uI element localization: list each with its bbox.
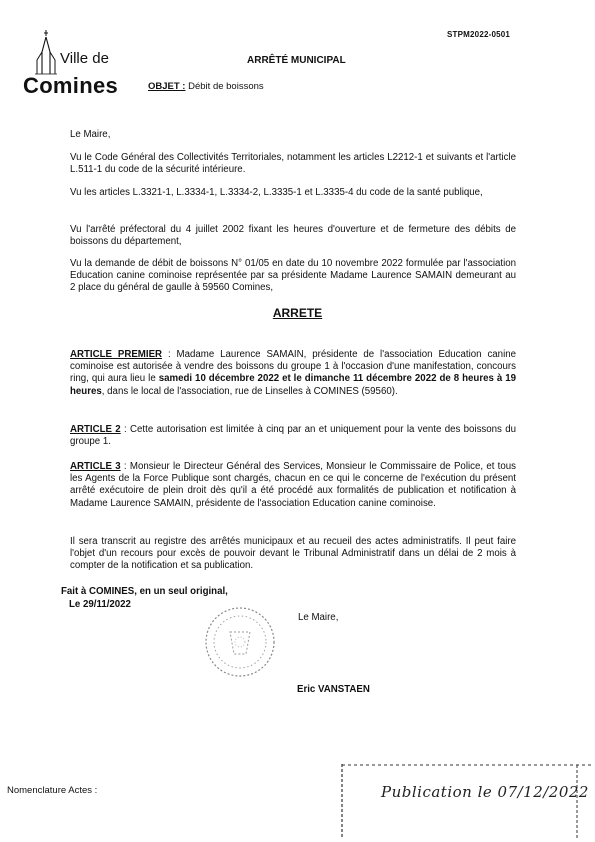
article-1-dates: samedi 10 décembre 2022 et le dimanche 11 décembre 2022 de 8 heures à 19 heures	[70, 373, 516, 397]
article-1-text-a: : Madame Laurence SAMAIN, présidente de l'association Education canine cominoise est autorisée à vendre des boissons du groupe 1 à l'occasion d'une manifestation, concours ring, qui aura lieu le	[70, 349, 516, 385]
article-1-label: ARTICLE PREMIER	[70, 349, 163, 360]
consideration-3: Vu l'arrêté préfectoral du 4 juillet 2002 fixant les heures d'ouverture et de fermeture des débits de boissons du département,	[70, 224, 516, 248]
decision-heading-text: ARRETE	[272, 306, 323, 320]
object-line	[148, 81, 264, 92]
article-1-text-b: , dans le local de l'association, rue de Linselles à COMINES (59560).	[101, 385, 398, 397]
publication-note: Publication le 07/12/2022	[381, 783, 589, 801]
consideration-2: Vu les articles L.3321-1, L.3334-1, L.3334-2, L.3335-1 et L.3335-4 du code de la santé publique,	[70, 187, 483, 198]
signature-date: Le 29/11/2022	[69, 598, 131, 610]
signatory-name: Eric VANSTAEN	[297, 684, 370, 695]
decision-heading	[0, 306, 595, 320]
article-2-label: ARTICLE 2	[70, 424, 121, 435]
object-label: OBJET :	[148, 81, 186, 92]
consideration-1: Vu le Code Général des Collectivités Territoriales, notamment les articles L2212-1 et suivants et l'article L.511-1 du code de la sécurité intérieure.	[70, 152, 516, 176]
article-3-text: : Monsieur le Directeur Général des Services, Monsieur le Commissaire de Police, et tous les Agents de la Force Publique sont chargés, chacun en ce qui le concerne de l'exécution du présent arrêté exécutoire de plein droit dès qu'il a été procédé aux formalités de publication et notification à Madame Laurence SAMAIN, présidente de l'association Education canine cominoise.	[70, 461, 516, 509]
article-2-text: : Cette autorisation est limitée à cinq par an et uniquement pour la vente des boissons du groupe 1.	[70, 424, 516, 448]
document-type-title: ARRÊTÉ MUNICIPAL	[247, 55, 346, 66]
logo-comines-text: Comines	[23, 73, 119, 98]
official-stamp-icon	[200, 602, 280, 682]
article-3	[70, 461, 516, 510]
article-1	[70, 349, 516, 398]
consideration-4: Vu la demande de débit de boissons N° 01/05 en date du 10 novembre 2022 formulée par l'association Education canine cominoise représentée par sa présidente Madame Laurence SAMAIN demeurant au 2 place du général de gaulle à 59560 Comines,	[70, 258, 516, 294]
article-3-label: ARTICLE 3	[70, 461, 121, 472]
nomenclature-label: Nomenclature Actes :	[7, 785, 98, 796]
signatory-role: Le Maire,	[298, 612, 339, 623]
church-logo-icon	[33, 30, 59, 76]
object-text: Débit de boissons	[188, 81, 264, 92]
logo-ville-text: Ville de	[60, 50, 109, 67]
article-2	[70, 424, 516, 448]
publication-box	[341, 764, 593, 838]
signature-place: Fait à COMINES, en un seul original,	[61, 586, 228, 597]
document-reference: STPM2022-0501	[447, 30, 511, 39]
transcription-paragraph: Il sera transcrit au registre des arrêtés municipaux et au recueil des actes administratifs. Il peut faire l'objet d'un recours pour excès de pouvoir devant le Tribunal Administratif dans un délai de 2 mois à compter de la notification et sa publication.	[70, 536, 516, 572]
mayor-heading: Le Maire,	[70, 129, 111, 140]
